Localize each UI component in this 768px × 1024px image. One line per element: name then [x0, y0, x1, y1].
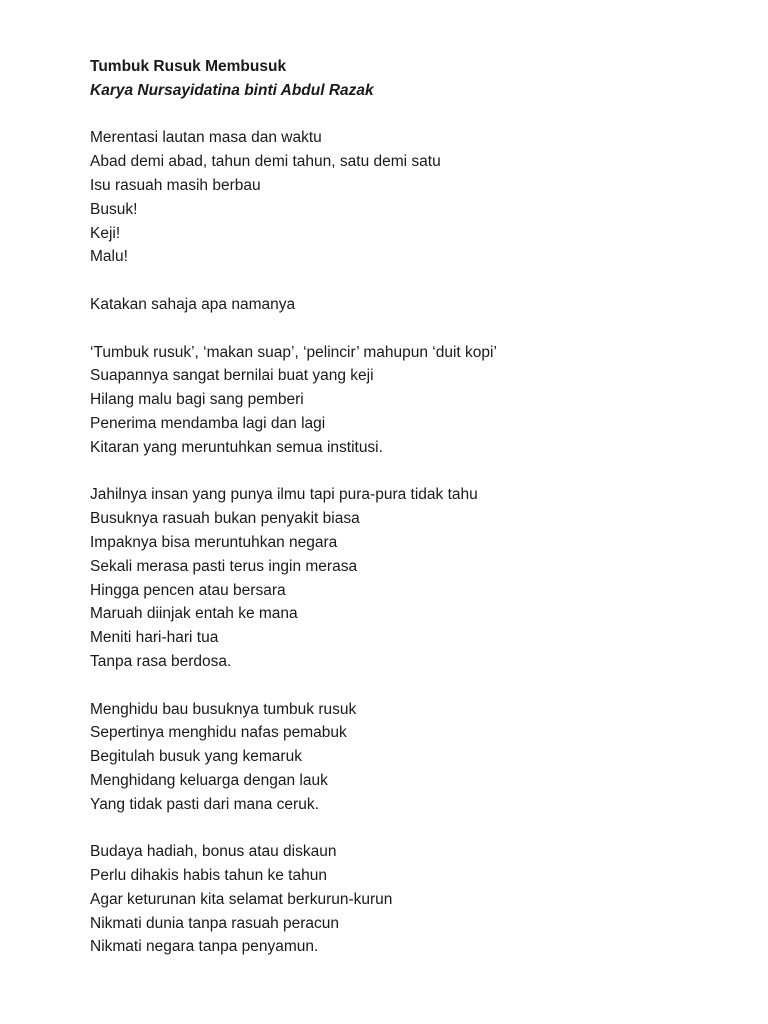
poem-line: Maruah diinjak entah ke mana — [90, 605, 298, 623]
poem-line: ‘Tumbuk rusuk’, ‘makan suap’, ‘pelincir’ mahupun ‘duit kopi’ — [90, 343, 497, 361]
poem-line: Penerima mendamba lagi dan lagi — [90, 414, 326, 432]
poem-line: Sepertinya menghidu nafas pemabuk — [90, 724, 347, 742]
document-page — [90, 55, 730, 959]
stanza-3 — [90, 341, 730, 460]
stanza-6 — [90, 840, 730, 959]
poem-line: Hilang malu bagi sang pemberi — [90, 391, 304, 409]
poem-line: Perlu dihakis habis tahun ke tahun — [90, 867, 327, 885]
poem-line: Agar keturunan kita selamat berkurun-kurun — [90, 890, 393, 908]
poem-author: Karya Nursayidatina binti Abdul Razak — [90, 81, 374, 99]
stanza-5 — [90, 698, 730, 817]
poem-line: Jahilnya insan yang punya ilmu tapi pura-pura tidak tahu — [90, 486, 478, 504]
poem-line: Budaya hadiah, bonus atau diskaun — [90, 843, 337, 861]
poem-line: Katakan sahaja apa namanya — [90, 295, 296, 313]
poem-line: Tanpa rasa berdosa. — [90, 652, 232, 670]
poem-line: Keji! — [90, 224, 121, 242]
poem-line: Busuk! — [90, 200, 138, 218]
poem-line: Merentasi lautan masa dan waktu — [90, 129, 322, 147]
poem-line: Menghidang keluarga dengan lauk — [90, 771, 328, 789]
stanza-1 — [90, 126, 730, 269]
poem-line: Kitaran yang meruntuhkan semua institusi. — [90, 438, 383, 456]
poem-line: Isu rasuah masih berbau — [90, 176, 261, 194]
poem-title: Tumbuk Rusuk Membusuk — [90, 58, 287, 75]
poem-line: Menghidu bau busuknya tumbuk rusuk — [90, 700, 357, 718]
poem-line: Abad demi abad, tahun demi tahun, satu demi satu — [90, 153, 441, 171]
poem-line: Sekali merasa pasti terus ingin merasa — [90, 557, 358, 575]
poem-line: Nikmati negara tanpa penyamun. — [90, 938, 319, 956]
poem-line: Begitulah busuk yang kemaruk — [90, 748, 302, 766]
poem-line: Impaknya bisa meruntuhkan negara — [90, 533, 338, 551]
poem-line: Meniti hari-hari tua — [90, 629, 219, 647]
poem-line: Suapannya sangat bernilai buat yang keji — [90, 367, 374, 385]
poem-line: Malu! — [90, 248, 128, 266]
stanza-4 — [90, 483, 730, 673]
stanza-2 — [90, 293, 730, 317]
poem-line: Yang tidak pasti dari mana ceruk. — [90, 795, 319, 813]
poem-line: Hingga pencen atau bersara — [90, 581, 286, 599]
poem-line: Busuknya rasuah bukan penyakit biasa — [90, 510, 360, 528]
poem-line: Nikmati dunia tanpa rasuah peracun — [90, 914, 340, 932]
